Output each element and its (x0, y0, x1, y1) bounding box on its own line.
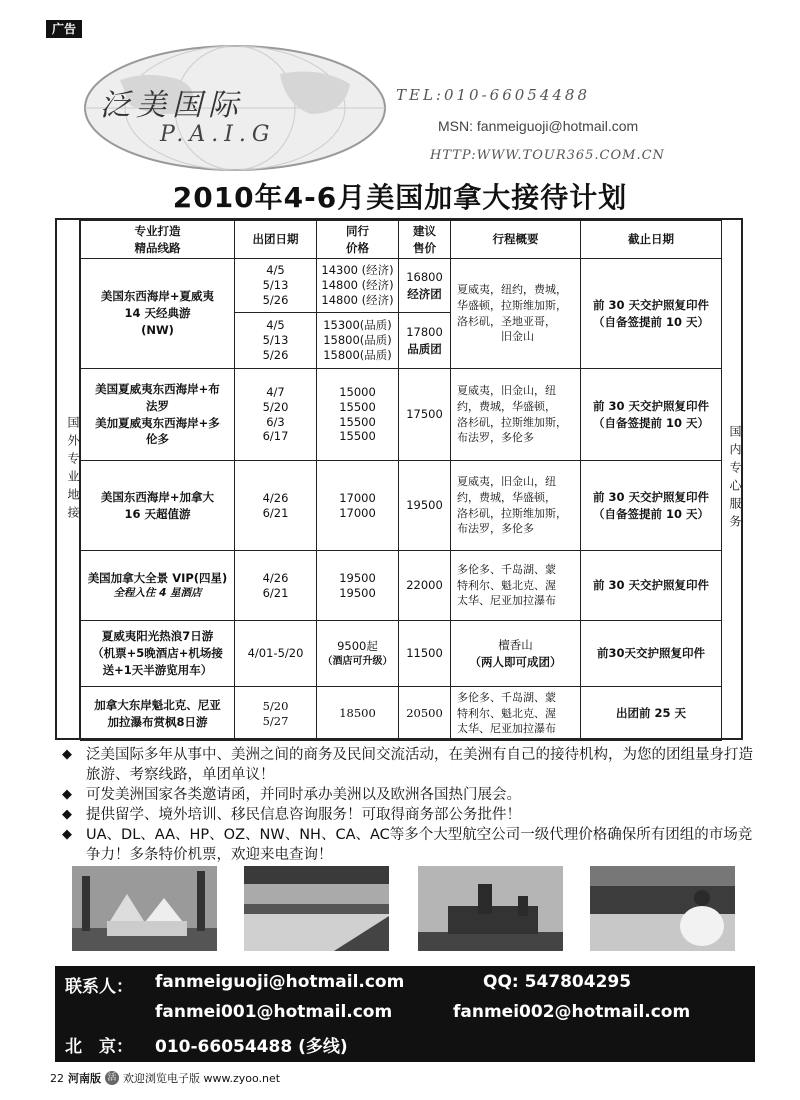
peer-prices: 18500 (317, 687, 399, 741)
brand-name-en: P.A.I.G (160, 122, 276, 147)
contact-person-label: 联系人： (65, 977, 133, 997)
table-row (81, 551, 722, 621)
side-label-right (721, 220, 741, 738)
brand-website: HTTP:WWW.TOUR365.COM.CN (430, 148, 665, 163)
deadline: 前30天交护照复印件 (581, 621, 722, 687)
contact-box (55, 966, 755, 1062)
departure-dates: 5/20 5/27 (235, 687, 317, 741)
suggested-price: 19500 (399, 461, 451, 551)
deadline: 前 30 天交护照复印件 （自备签提前 10 天） (581, 461, 722, 551)
tour-plan-table (80, 220, 722, 741)
email-primary: fanmeiguoji@hotmail.com (155, 972, 405, 992)
peer-prices: 19500 19500 (317, 551, 399, 621)
list-item: ◆ 泛美国际多年从事中、美洲之间的商务及民间交流活动，在美洲有自己的接待机构，为您的团组量身打造旅游、考察线路，单团单议！ (62, 745, 762, 785)
badge-icon: 活 (105, 1071, 119, 1085)
table-row (81, 461, 722, 551)
photo-strip (72, 866, 737, 954)
route-name: 美国东西海岸+夏威夷 14 天经典游 (NW) (81, 259, 235, 369)
side-text-right: 国内专心服务 (728, 425, 742, 533)
header-deadline: 截止日期 (581, 221, 722, 259)
route-name: 美国东西海岸+加拿大 16 天超值游 (81, 461, 235, 551)
departure-dates: 4/26 6/21 (235, 461, 317, 551)
departure-dates: 4/5 5/13 5/26 (235, 313, 317, 369)
itinerary: 夏威夷，旧金山，纽 约，费城，华盛顿， 洛杉矶，拉斯维加斯， 布法罗，多伦多 (451, 369, 581, 461)
route-name: 夏威夷阳光热浪7日游 （机票+5晚酒店+机场接 送+1天半游览用车） (81, 621, 235, 687)
page-footer (50, 1070, 280, 1086)
brand-msn: MSN: fanmeiguoji@hotmail.com (438, 118, 639, 134)
itinerary: 檀香山 （两人即可成团） (451, 621, 581, 687)
suggested-price: 17800 品质团 (399, 313, 451, 369)
departure-dates: 4/01-5/20 (235, 621, 317, 687)
suggested-price: 22000 (399, 551, 451, 621)
brand-name-cn: 泛美国际 (100, 88, 244, 123)
table-row (81, 369, 722, 461)
list-item: ◆ UA、DL、AA、HP、OZ、NW、NH、CA、AC等多个大型航空公司一级代理价格确保所有团组的市场竞争力！多条特价机票，欢迎来电查询！ (62, 825, 762, 865)
suggested-price: 20500 (399, 687, 451, 741)
itinerary: 夏威夷，旧金山，纽 约，费城，华盛顿， 洛杉矶，拉斯维加斯， 布法罗，多伦多 (451, 461, 581, 551)
itinerary: 夏威夷，纽约，费城， 华盛顿，拉斯维加斯， 洛杉矶，圣地亚哥， 旧金山 (451, 259, 581, 369)
email-secondary: fanmei001@hotmail.com (155, 1002, 393, 1022)
side-label-left (57, 220, 80, 738)
header-route: 专业打造 精品线路 (81, 221, 235, 259)
header-suggested-price: 建议 售价 (399, 221, 451, 259)
table-row (81, 259, 722, 313)
list-item: ◆ 提供留学、境外培训、移民信息咨询服务！可取得商务部公务批件！ (62, 805, 762, 825)
itinerary: 多伦多、千岛湖、蒙 特利尔、魁北克、渥 太华、尼亚加拉瀑布 (451, 551, 581, 621)
route-name: 美国夏威夷东西海岸+布 法罗 美加夏威夷东西海岸+多 伦多 (81, 369, 235, 461)
peer-prices: 14300 (经济) 14800 (经济) 14800 (经济) (317, 259, 399, 313)
lakeside-woman-photo (590, 866, 735, 951)
suggested-price: 11500 (399, 621, 451, 687)
peer-prices: 15000 15500 15500 15500 (317, 369, 399, 461)
ad-tag: 广告 (46, 20, 82, 38)
table-row (81, 687, 722, 741)
edition-label: 河南版 (68, 1072, 101, 1085)
departure-dates: 4/5 5/13 5/26 (235, 259, 317, 313)
suggested-price: 16800 经济团 (399, 259, 451, 313)
lake-pier-photo (244, 866, 389, 951)
deadline: 前 30 天交护照复印件 （自备签提前 10 天） (581, 369, 722, 461)
page-title: 2010年4-6月美国加拿大接待计划 (172, 181, 628, 214)
church-photo (72, 866, 217, 951)
peer-prices: 15300(品质) 15800(品质) 15800(品质) (317, 313, 399, 369)
deadline: 出团前 25 天 (581, 687, 722, 741)
deadline: 前 30 天交护照复印件 (581, 551, 722, 621)
castle-photo (418, 866, 563, 951)
table-header-row (81, 221, 722, 259)
route-name: 美国加拿大全景 VIP(四星) 全程入住 4 星酒店 (81, 551, 235, 621)
header-peer-price: 同行 价格 (317, 221, 399, 259)
table-row (81, 621, 722, 687)
departure-dates: 4/7 5/20 6/3 6/17 (235, 369, 317, 461)
route-name: 加拿大东岸魁北克、尼亚 加拉瀑布赏枫8日游 (81, 687, 235, 741)
deadline: 前 30 天交护照复印件 （自备签提前 10 天） (581, 259, 722, 369)
peer-prices: 9500起 （酒店可升级） (317, 621, 399, 687)
phone-number: 010-66054488 (多线) (155, 1037, 348, 1057)
itinerary: 多伦多、千岛湖、蒙 特利尔、魁北克、渥 太华、尼亚加拉瀑布 (451, 687, 581, 741)
plan-frame (55, 218, 743, 740)
feature-list (62, 745, 762, 865)
beijing-label: 北 京： (65, 1037, 133, 1057)
departure-dates: 4/26 6/21 (235, 551, 317, 621)
footer-text: 欢迎浏览电子版 www.zyoo.net (123, 1072, 281, 1085)
suggested-price: 17500 (399, 369, 451, 461)
peer-prices: 17000 17000 (317, 461, 399, 551)
brand-tel: TEL:010-66054488 (396, 86, 591, 104)
header-itinerary: 行程概要 (451, 221, 581, 259)
list-item: ◆ 可发美洲国家各类邀请函，并同时承办美洲以及欧洲各国热门展会。 (62, 785, 762, 805)
qq-number: QQ: 547804295 (483, 972, 632, 992)
brand-header (60, 44, 750, 184)
page-number: 22 (50, 1071, 64, 1085)
side-text-left: 国外专业地接 (66, 416, 80, 524)
header-date: 出团日期 (235, 221, 317, 259)
email-tertiary: fanmei002@hotmail.com (453, 1002, 691, 1022)
